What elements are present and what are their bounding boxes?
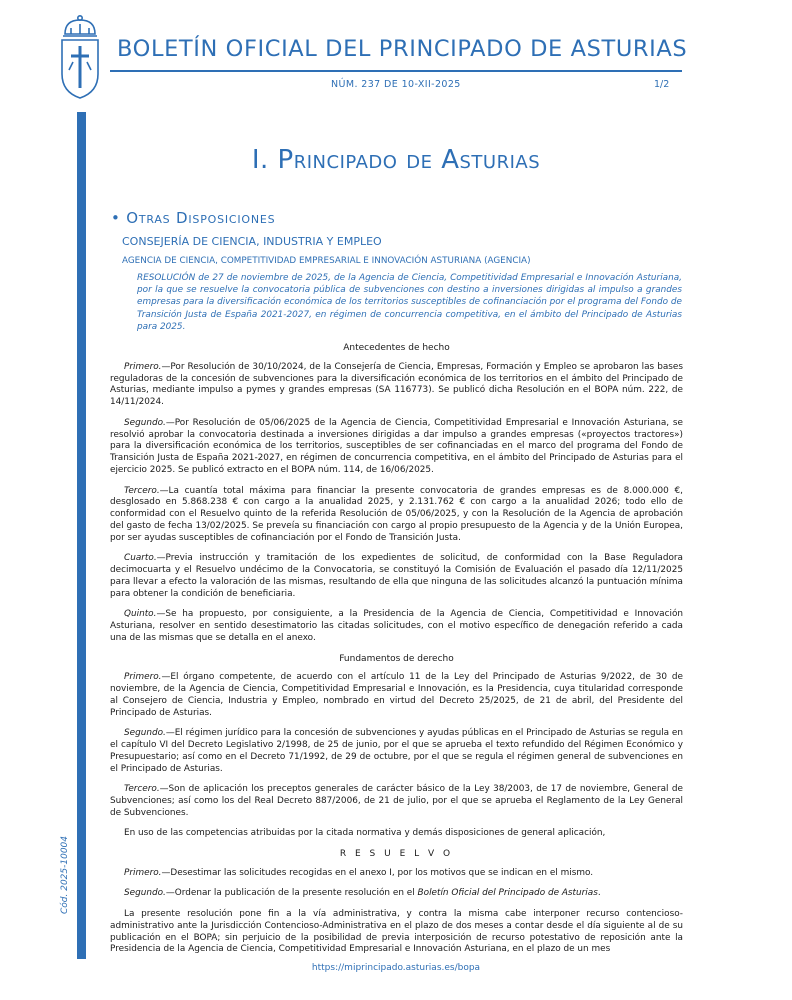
paragraph: Tercero.—La cuantía total máxima para financiar la presente convocatoria de grandes empresas es de 8.000.000 €, desglosado en 5.868.238 € con cargo a la anualidad 2025, y 2.131.762 € con cargo a la anualidad 2026; todo ello de conformidad con el Resuelvo quinto de la referida Resolución de 05/06/2025, y con la Resolución de la Agencia de aprobación del gasto de fecha 13/02/2025. Se preveía su financiación con cargo al propio presupuesto de la Agencia y de la Unión Europea, por ser ayudas susceptibles de cofinanciación por el Fondo de Transición Justa.: [110, 485, 683, 543]
agency-name: AGENCIA DE CIENCIA, COMPETITIVIDAD EMPRESARIAL E INNOVACIÓN ASTURIANA (AGENCIA): [122, 256, 531, 266]
paragraph: Quinto.—Se ha propuesto, por consiguiente, a la Presidencia de la Agencia de Ciencia, Competitividad e Innovación Asturiana, resolver en sentido desestimatorio las citadas solicitudes, con el motivo específico de denegación referido a cada una de las mismas que se detalla en el anexo.: [110, 609, 683, 643]
page-number: 1/2: [654, 79, 670, 90]
department-name: CONSEJERÍA DE CIENCIA, INDUSTRIA Y EMPLEO: [122, 235, 382, 248]
antecedentes-heading: Antecedentes de hecho: [343, 343, 450, 353]
document-code: Cód. 2025-10004: [60, 835, 70, 914]
paragraph: Segundo.—El régimen jurídico para la concesión de subvenciones y ayudas públicas en el Principado de Asturias se regula en el capítulo VI del Decreto Legislativo 2/1998, de 25 de junio, por el que se aprueba el texto refundido del Régimen Económico y Presupuestario; así como en el Decreto 71/1992, de 29 de octubre, por el que se regula el régimen general de subvenciones en el Principado de Asturias.: [110, 728, 684, 774]
paragraph: Primero.—Desestimar las solicitudes recogidas en el anexo I, por los motivos que se indican en el mismo.: [124, 867, 594, 878]
footer-url[interactable]: https://miprincipado.asturias.es/bopa: [311, 963, 481, 973]
paragraph: Primero.—Por Resolución de 30/10/2024, de la Consejería de Ciencia, Empresas, Formación y Empleo se aprobaron las bases reguladoras de la concesión de subvenciones para la diversificación económica de los territorios en el ámbito del Principado de Asturias, mediante impulso a pymes y grandes empresas (SA 116773). Se publicó dicha Resolución en el BOPA núm. 222, de 14/11/2024.: [110, 361, 683, 408]
document-body: [110, 343, 683, 965]
paragraph: Segundo.—Ordenar la publicación de la presente resolución en el Boletín Oficial del Principado de Asturias.: [124, 888, 601, 899]
bulletin-title: BOLETÍN OFICIAL DEL PRINCIPADO DE ASTURIAS: [117, 36, 688, 62]
paragraph: Segundo.—Por Resolución de 05/06/2025 de la Agencia de Ciencia, Competitividad Empresarial e Innovación Asturiana, se resolvió aprobar la convocatoria destinada a inversiones dirigidas a dar impulso a grandes empresas («proyectos tractores») para la diversificación económica de los territorios, susceptibles de ser cofinanciadas en el marco del programa del Fondo de Transición Justa de España 2021-2027, en régimen de concurrencia competitiva, en el ámbito del Principado de Asturias para el ejercicio 2025. Se publicó extracto en el BOPA núm. 114, de 16/06/2025.: [110, 417, 683, 475]
header-rule: [110, 70, 682, 72]
issue-number: NÚM. 237 DE 10-XII-2025: [331, 79, 461, 90]
paragraph: Cuarto.—Previa instrucción y tramitación de los expedientes de solicitud, de conformidad con la Base Reguladora decimocuarta y el Resuelvo undécimo de la Convocatoria, se constituyó la Comisión de Evaluación el pasado día 12/11/2025 para llevar a efecto la valoración de las mismas, resultando de ella que ninguna de las solicitudes alcanzó la puntuación mínima para obtener la condición de beneficiaria.: [110, 553, 683, 599]
fundamentos-heading: Fundamentos de derecho: [339, 653, 454, 664]
paragraph: Tercero.—Son de aplicación los preceptos generales de carácter básico de la Ley 38/2003, de 17 de noviembre, General de Subvenciones; así como los del Real Decreto 887/2006, de 21 de julio, por el que se aprueba el Reglamento de la Ley General de Subvenciones.: [110, 784, 683, 818]
coat-of-arms-icon: [57, 14, 103, 100]
paragraph: En uso de las competencias atribuidas por la citada normativa y demás disposiciones de general aplicación,: [124, 828, 606, 839]
left-accent-bar: [77, 112, 86, 959]
resuelvo-heading: R E S U E L V O: [339, 849, 454, 860]
subsection-title: • Otras Disposiciones: [111, 209, 276, 227]
section-title: I. Principado de Asturias: [251, 145, 541, 175]
paragraph: Primero.—El órgano competente, de acuerdo con el artículo 11 de la Ley del Principado de Asturias 9/2022, de 30 de noviembre, de la Agencia de Ciencia, Competitividad Empresarial e Innovación, es la Presidencia, cuya titularidad corresponde al Consejero de Ciencia, Industria y Empleo, nombrado en virtud del Decreto 25/2025, de 21 de abril, del Presidente del Principado de Asturias.: [110, 672, 683, 718]
resolution-summary: RESOLUCIÓN de 27 de noviembre de 2025, de la Agencia de Ciencia, Competitividad Empresarial e Innovación Asturiana, por la que se resuelve la convocatoria pública de subvenciones con destino a inversiones dirigidas al impulso a grandes empresas para la diversificación económica de los territorios susceptibles de cofinanciación por el programa del Fondo de Transición Justa de España 2021-2027, en régimen de concurrencia competitiva, en el ámbito del Principado de Asturias para 2025.: [137, 273, 682, 332]
paragraph: La presente resolución pone fin a la vía administrativa, y contra la misma cabe interponer recurso contencioso-administrativo ante la Jurisdicción Contencioso-Administrativa en el plazo de dos meses a contar desde el día siguiente al de su publicación en el BOPA; sin perjuicio de la posibilidad de previa interposición de recurso potestativo de reposición ante la Presidencia de la Agencia de Ciencia, Competitividad Empresarial e Innovación Asturiana, en el plazo de un mes: [110, 909, 683, 955]
